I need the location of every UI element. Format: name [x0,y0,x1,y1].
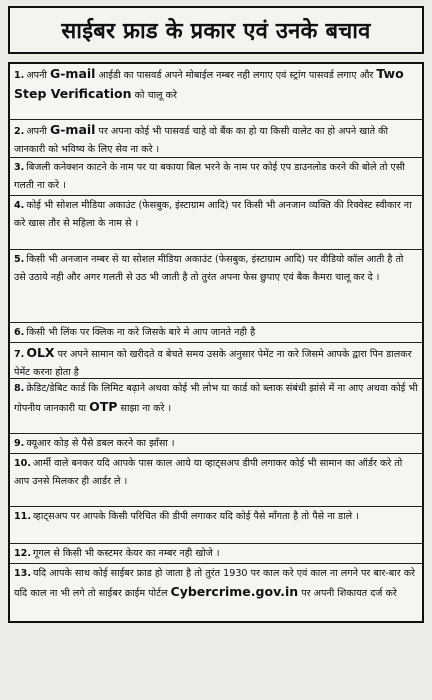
item-number: 12. [14,548,31,559]
item-text: व्हाट्सअप पर आपके किसी परिचित की डीपी लगाकर यदि कोई पैसे माँगता है तो पैसे ना डाले । [33,511,359,522]
item-text: क्रेडिट/डेबिट कार्ड कि लिमिट बढ़ाने अथवा कोई भी लोभ या कार्ड को ब्लाक संबंधी झांसे में ना आए अथवा कोई भी गोपनीय जानकारी या [14,383,418,414]
item-number: 11. [14,511,31,522]
item-text: बिजली कनेक्शन काटने के नाम पर या बकाया बिल भरने के नाम पर कोई एप डाउनलोड करने की बोले तो एसी गलती ना करे । [14,162,405,191]
item-number: 6. [14,327,25,338]
item-text: को चालू करे [131,89,177,101]
list-item [10,249,422,322]
item-number: 1. [14,70,25,81]
list-item [10,157,422,195]
list-item [10,322,422,342]
item-keyword: Cybercrime.gov.in [170,583,299,599]
item-number: 5. [14,254,25,265]
list-item [10,433,422,453]
item-number: 13. [14,568,31,579]
item-keyword: Two Step Verification [14,66,404,101]
list-item [10,64,422,119]
list-item [10,119,422,157]
list-item [10,543,422,563]
item-text: आईडी का पासवर्ड अपने मोबाईल नम्बर नही लगाए एवं स्ट्रांग पासवर्ड लगाए और [95,70,377,81]
item-text: अपनी [26,126,50,137]
item-text: आर्मी वाले बनकर यदि आपके पास काल आये या व्हाट्सअप डीपी लगाकर कोई भी सामान का ऑर्डर करे तो आप उनसे मिलकर ही आर्डर ले । [14,458,403,487]
tips-list [8,62,424,623]
list-item [10,378,422,433]
item-number: 9. [14,438,25,449]
item-number: 4. [14,200,25,211]
item-keyword: G-mail [49,66,96,81]
list-item [10,506,422,543]
item-text: किसी भी अनजान नम्बर से या सोशल मीडिया अकाउंट (फेसबुक, इंस्टाग्राम आदि) पर वीडियो कॉल आती है तो उसे उठाये नही और अगर गलती से उठ भी जाती है तो तुरंत अपना फेस छुपाए एवं बैक कैमरा चालू कर दे । [14,254,404,283]
list-item [10,195,422,249]
item-keyword: OTP [89,398,118,414]
item-text: किसी भी लिंक पर क्लिक ना करे जिसके बारे मे आप जानते नही है [26,327,256,338]
item-keyword: OLX [26,345,55,360]
item-number: 10. [14,458,31,469]
item-text: यदि आपके साथ कोई साईबर फ्राड हो जाता है तो तुरंत 1930 पर काल करे एवं काल ना लगने पर बार-बार करे यदि काल ना भी लगे तो साईबर क्राईम पोर्टल [14,568,415,599]
item-text: पर अपने सामान को खरीदते व बेचते समय उसके अनुसार पेमेंट ना करे जिसमे आपके द्वारा पिन डालकर पेमेंट करना होता है [14,349,412,378]
list-item [10,563,422,621]
item-keyword: G-mail [49,122,96,137]
item-text: क्यूआर कोड़ से पैसे डबल करने का झाँसा । [26,438,175,449]
item-text: गूगल से किसी भी कस्टमर केयर का नम्बर नही खोजे । [33,548,220,559]
item-text: पर अपना कोई भी पासवर्ड चाहे वो बैंक का हो या किसी वालेट का हो अपने खाते की जानकारी को भविष्य के लिए सेव ना करे । [14,126,388,155]
item-text: कोई भी सोशल मीडिया अकाउंट (फेसबुक, इंस्टाग्राम आदि) पर किसी भी अनजान व्यक्ति की रिक्वेस्ट स्वीकार ना करे खास तौर से महिला के नाम से । [14,200,412,229]
page-title: साईबर फ्राड के प्रकार एवं उनके बचाव [61,18,371,44]
list-item [10,453,422,506]
item-text: अपनी [26,70,50,81]
item-text: पर अपनी शिकायत दर्ज करे [298,587,397,599]
item-number: 2. [14,126,25,137]
list-item [10,342,422,378]
item-text: साझा ना करे । [117,402,172,414]
title-box [8,6,424,54]
item-number: 8. [14,383,25,394]
item-number: 7. [14,349,25,360]
item-number: 3. [14,162,25,173]
